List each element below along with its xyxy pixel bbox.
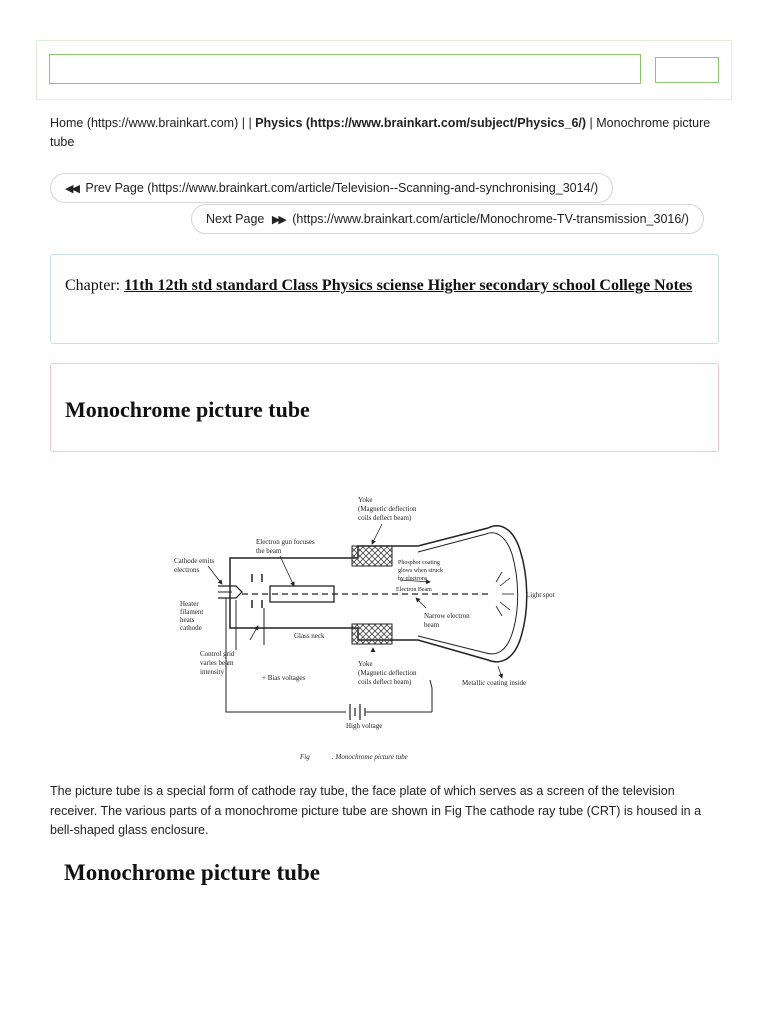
next-page-label: Next Page: [206, 212, 265, 226]
label-gun-2: the beam: [256, 547, 282, 555]
label-gun-1: Electron gun focuses: [256, 538, 315, 546]
label-phosphor-2: glows when struck: [398, 568, 443, 574]
caption-text: . Monochrome picture tube: [332, 753, 408, 761]
section-heading: Monochrome picture tube: [64, 860, 320, 885]
picture-tube-diagram: [168, 490, 588, 765]
label-yoke-bot-3: coils deflect beam): [358, 678, 412, 686]
label-heater-4: cathode: [180, 624, 202, 632]
article-paragraph: The picture tube is a special form of cathode ray tube, the face plate of which serves as a screen of the television receiver. The various parts of a monochrome picture tube are shown in Fig The cathode ray tube (CRT) is housed in a bell-shaped glass enclosure.: [50, 784, 702, 837]
chapter-link[interactable]: 11th 12th std standard Class Physics sciense Higher secondary school College Notes: [124, 277, 693, 294]
label-yoke-top-1: Yoke: [358, 496, 373, 504]
label-high-voltage: High voltage: [346, 722, 383, 730]
label-cathode-1: Cathode emits: [174, 557, 215, 565]
label-yoke-bot-1: Yoke: [358, 660, 373, 668]
article-title: Monochrome picture tube: [65, 397, 310, 422]
yoke-bottom: [352, 624, 392, 644]
label-narrow-1: Narrow electron: [424, 612, 470, 620]
article-title-box: [50, 363, 719, 452]
breadcrumb-home-link[interactable]: Home (https://www.brainkart.com) | |: [50, 116, 252, 130]
search-bar: [36, 40, 732, 100]
label-phosphor-1: Phosphor coating: [398, 560, 440, 566]
label-cathode-2: electrons: [174, 566, 200, 574]
label-glass-neck: Glass neck: [294, 632, 325, 640]
search-button[interactable]: [655, 57, 719, 83]
battery-icon: [350, 704, 365, 720]
next-page-button[interactable]: [191, 204, 704, 234]
chapter-prefix: Chapter:: [65, 277, 121, 294]
label-light-spot: Light spot: [526, 591, 555, 599]
label-grid-2: varies beam: [200, 659, 234, 667]
double-right-arrow-icon: ▶▶: [271, 214, 285, 226]
breadcrumb: [50, 114, 720, 152]
label-heater-1: Heater: [180, 600, 199, 608]
label-yoke-bot-2: (Magnetic deflection: [358, 669, 417, 677]
caption-fig: Fig: [300, 753, 310, 761]
label-bias: + Bias voltages: [262, 674, 306, 682]
label-metallic: Metallic coating inside: [462, 679, 527, 687]
chapter-box: [50, 254, 719, 344]
light-spot-rays: [496, 572, 514, 616]
search-input[interactable]: [49, 54, 641, 84]
breadcrumb-current: | Monochrome picture tube: [50, 116, 711, 149]
double-left-arrow-icon: ◀◀: [65, 183, 78, 195]
label-yoke-top-3: coils deflect beam): [358, 514, 412, 522]
circuit-wires: [226, 598, 346, 712]
label-heater-3: heats: [180, 616, 195, 624]
label-grid-3: intensity: [200, 668, 225, 676]
yoke-top: [352, 546, 392, 566]
next-page-url: (https://www.brainkart.com/article/Monochrome-TV-transmission_3016/): [292, 212, 689, 226]
prev-page-button[interactable]: [50, 173, 613, 203]
label-electron-beam: Electron Beam: [396, 587, 432, 593]
label-yoke-top-2: (Magnetic deflection: [358, 505, 417, 513]
label-grid-1: Control grid: [200, 650, 235, 658]
label-narrow-2: beam: [424, 621, 440, 629]
breadcrumb-subject-link[interactable]: Physics (https://www.brainkart.com/subject/Physics_6/): [255, 116, 587, 130]
label-heater-2: filament: [180, 608, 204, 616]
label-phosphor-3: by electrons: [398, 576, 428, 582]
prev-page-label: Prev Page (https://www.brainkart.com/article/Television--Scanning-and-synchronising_3014/): [85, 181, 599, 195]
